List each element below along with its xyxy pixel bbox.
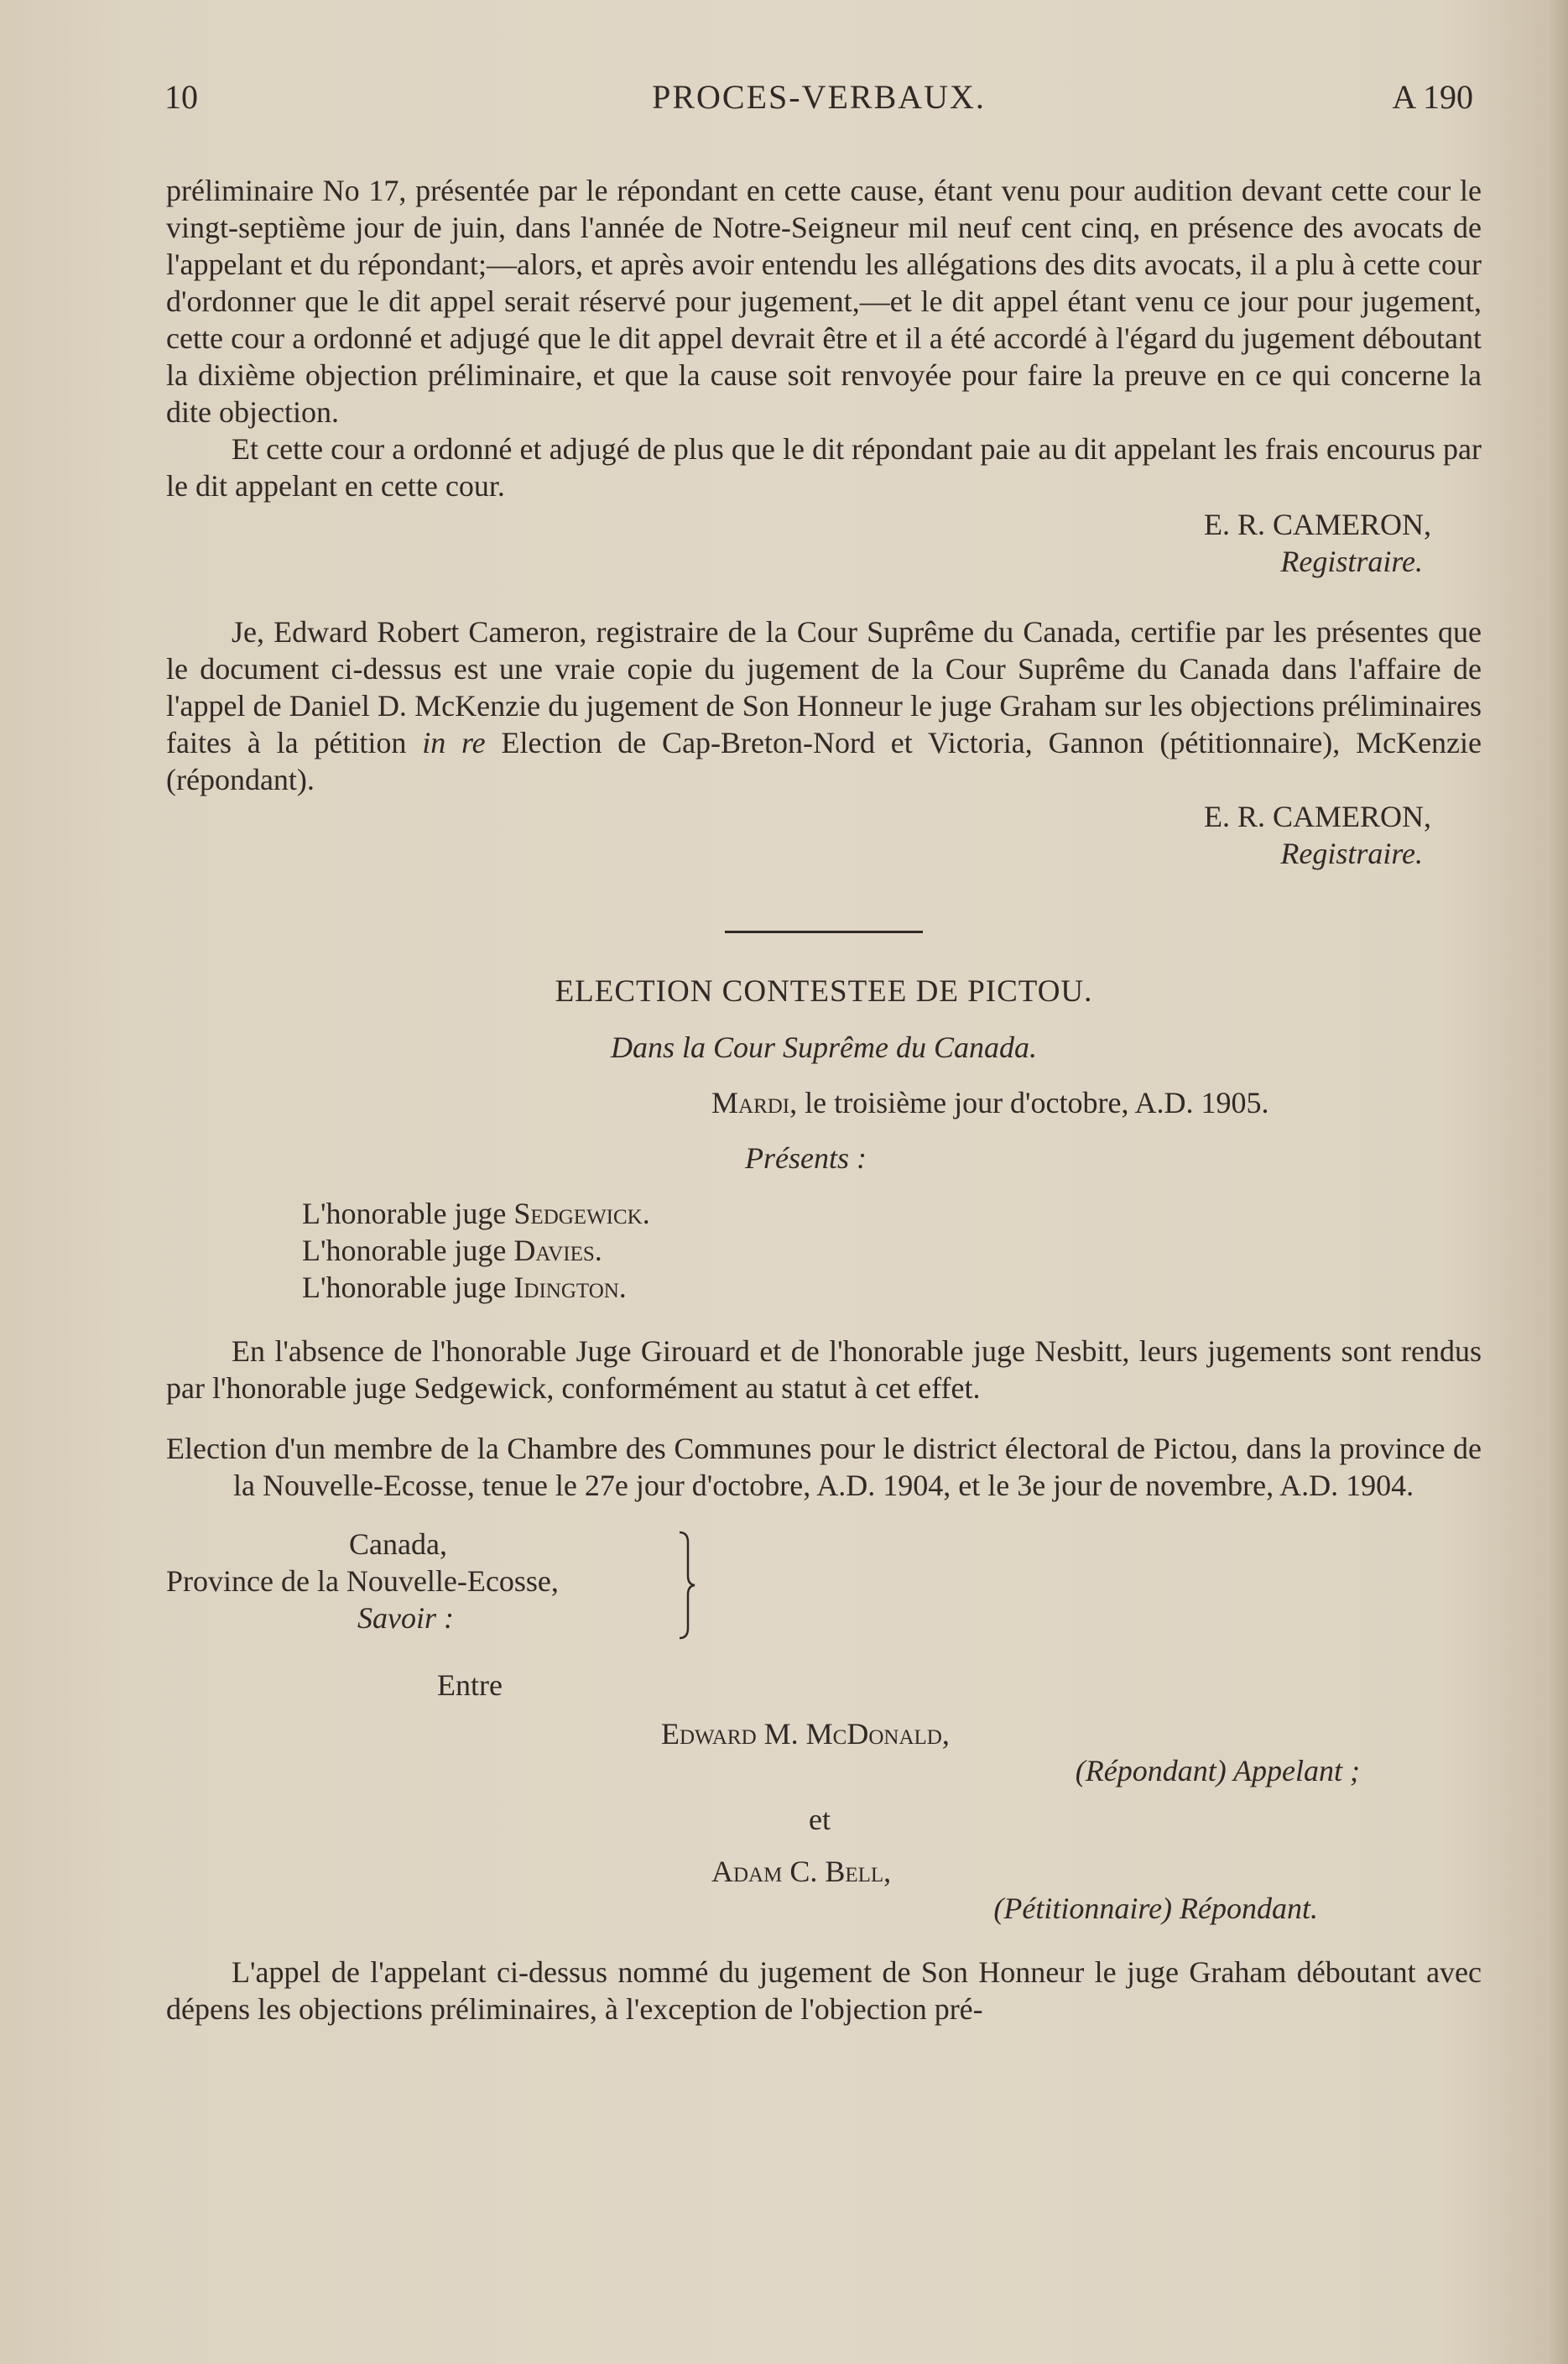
judges-list	[166, 1195, 1482, 1306]
paragraph-election: Election d'un membre de la Chambre des Communes pour le district électoral de Pictou, dans la province de la Nouvelle-Ecosse, tenue le 27e jour d'octobre, A.D. 1904, et le 3e jour de novembre, A.D. 1904.	[166, 1432, 1482, 1502]
presents-heading: Présents :	[745, 1141, 867, 1175]
court-name: Dans la Cour Suprême du Canada.	[610, 1031, 1037, 1064]
section-title: ELECTION CONTESTEE DE PICTOU.	[555, 974, 1093, 1009]
signature-name: E. R. CAMERON,	[1203, 800, 1431, 833]
venue-country: Canada,	[349, 1527, 447, 1561]
judge-line	[302, 1195, 1482, 1232]
paragraph-continued: préliminaire No 17, présentée par le répondant en cette cause, étant venu pour audition devant cette cour le vingt-septième jour de juin, dans l'année de Notre-Seigneur mil neuf cent cinq, en présence des avocats de l'appelant et du répondant;—alors, et après avoir entendu les allégations des dits avocats, il a plu à cette cour d'ordonner que le dit appel serait réservé pour jugement,—et le dit appel étant venu ce jour pour jugement, cette cour a ordonné et adjugé que le dit appel devrait être et il a été accordé à l'égard du jugement déboutant la dixième objection préliminaire, et que la cause soit renvoyée pour faire la preuve en ce qui concerne la dite objection.	[166, 174, 1482, 429]
signature-title: Registraire.	[1280, 545, 1423, 578]
paragraph-absence: En l'absence de l'honorable Juge Girouard et de l'honorable juge Nesbitt, leurs jugements sont rendus par l'honorable juge Sedgewick, conformément au statut à cet effet.	[166, 1334, 1482, 1405]
certification-text-end: Election de Cap-Breton-Nord et Victoria, Gannon (pétitionnaire), McKenzie (répondant).	[166, 726, 1482, 796]
judge-name: Sedgewick.	[513, 1197, 650, 1230]
page-body	[166, 172, 1482, 2027]
venue-province: Province de la Nouvelle-Ecosse,	[166, 1564, 559, 1598]
judge-line	[302, 1269, 1482, 1306]
section-divider	[725, 931, 923, 933]
entre-label: Entre	[437, 1668, 503, 1702]
page-edge-shadow	[1546, 0, 1568, 2364]
session-day: Mardi,	[711, 1086, 798, 1119]
party-appellant-role: (Répondant) Appelant ;	[1075, 1754, 1360, 1787]
signature-title: Registraire.	[1280, 837, 1423, 870]
judge-prefix: L'honorable juge	[302, 1197, 514, 1230]
party-respondent-name: Adam C. Bell,	[711, 1855, 892, 1888]
page-number: 10	[164, 78, 198, 116]
certification-text: Je, Edward Robert Cameron, registraire de la Cour Suprême du Canada, certifie par les présentes que le document ci-dessus est une vraie copie du jugement de la Cour Suprême du Canada dans l'affaire de l'appel de Daniel D. McKenzie du jugement de Son Honneur le juge Graham sur les objections préliminaires faites à la pétition	[166, 615, 1482, 759]
conjunction-et: et	[809, 1803, 831, 1836]
session-date	[166, 1084, 1482, 1121]
paragraph-certification	[166, 613, 1482, 798]
judge-name: Idington.	[513, 1271, 627, 1304]
running-header	[164, 77, 1473, 119]
running-title: PROCES-VERBAUX.	[652, 78, 986, 116]
certification-italic: in re	[422, 726, 486, 759]
signature-block-1	[166, 506, 1482, 580]
judge-line	[302, 1232, 1482, 1269]
curly-brace-icon	[675, 1529, 700, 1641]
judge-prefix: L'honorable juge	[302, 1234, 514, 1267]
judge-name: Davies.	[513, 1234, 602, 1267]
session-date-text: le troisième jour d'octobre, A.D. 1905.	[797, 1086, 1269, 1119]
party-respondent-role: (Pétitionnaire) Répondant.	[993, 1892, 1318, 1925]
judge-prefix: L'honorable juge	[302, 1271, 514, 1304]
party-appellant-name: Edward M. McDonald,	[661, 1717, 950, 1751]
signature-name: E. R. CAMERON,	[1203, 508, 1431, 541]
venue-savoir: Savoir :	[357, 1601, 454, 1635]
venue-block	[166, 1526, 1482, 1652]
venue-lines	[166, 1526, 669, 1636]
document-reference: A 190	[1392, 78, 1473, 116]
signature-block-2	[166, 798, 1482, 872]
paragraph-costs: Et cette cour a ordonné et adjugé de plus que le dit répondant paie au dit appelant les frais encourus par le dit appelant en cette cour.	[166, 432, 1482, 503]
paragraph-appeal: L'appel de l'appelant ci-dessus nommé du jugement de Son Honneur le juge Graham déboutant avec dépens les objections préliminaires, à l'exception de l'objection pré-	[166, 1955, 1482, 2026]
